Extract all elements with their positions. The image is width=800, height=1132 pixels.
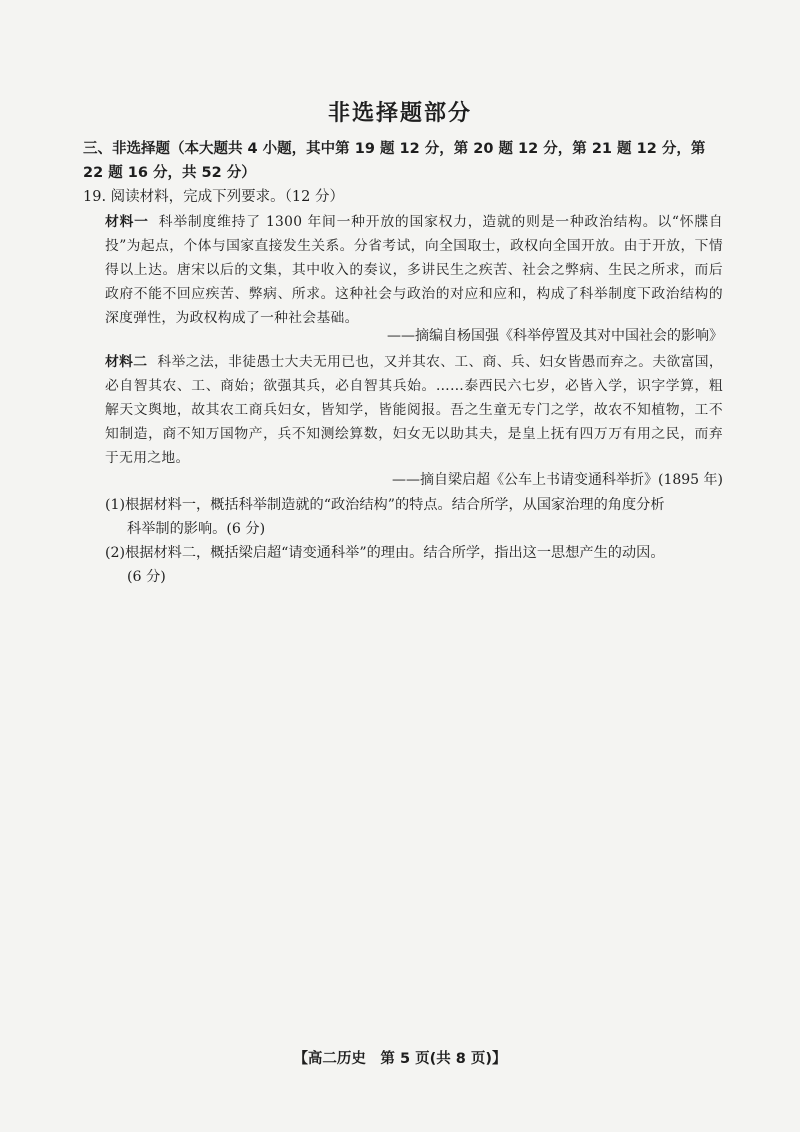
- sub-question-1-line1: (1)根据材料一，概括科举制造就的“政治结构”的特点。结合所学，从国家治理的角度分析: [105, 497, 665, 513]
- section-heading: 三、非选择题（本大题共 4 小题，其中第 19 题 12 分，第 20 题 12 分，第 21 题 12 分，第 22 题 16 分，共 52 分）: [83, 141, 706, 181]
- material-one-source: ——摘编自杨国强《科举停置及其对中国社会的影响》: [387, 328, 723, 344]
- material-two-source: ——摘自梁启超《公车上书请变通科举折》(1895 年): [391, 472, 723, 488]
- sub-question-2: [105, 541, 725, 589]
- material-two-text: 科举之法，非徒愚士大夫无用已也，又并其农、工、商、兵、妇女皆愚而弃之。夫欲富国，必自智其农、工、商始；欲强其兵，必自智其兵始。……泰西民六七岁，必皆入学，识字学算，粗解天文舆地，故其农工商兵妇女，皆知学，皆能阅报。吾之生童无专门之学，故农不知植物，工不知制造，商不知万国物产，兵不知测绘算数，妇女无以助其夫，是皇上抚有四万万有用之民，而弃于无用之地。: [105, 354, 723, 466]
- sub-question-1-line2: 科举制的影响。(6 分): [127, 521, 266, 537]
- page-footer: 【高二历史 第 5 页(共 8 页)】: [293, 1051, 507, 1067]
- question-stem: 19. 阅读材料，完成下列要求。（12 分）: [83, 189, 344, 205]
- sub-question-2-line2: (6 分): [127, 569, 166, 585]
- material-two: [105, 350, 723, 470]
- page-title: 非选择题部分: [327, 101, 472, 126]
- material-one: [105, 210, 723, 330]
- material-one-text: 科举制度维持了 1300 年间一种开放的国家权力，造就的则是一种政治结构。以“怀牒自投”为起点，个体与国家直接发生关系。分省考试，向全国取士，政权向全国开放。由于开放，下情得以上达。唐宋以后的文集，其中收入的奏议，多讲民生之疾苦、社会之弊病、生民之所求，而后政府不能不回应疾苦、弊病、所求。这种社会与政治的对应和应和，构成了科举制度下政治结构的深度弹性，为政权构成了一种社会基础。: [105, 214, 723, 326]
- material-one-label: 材料一: [105, 214, 149, 230]
- material-two-label: 材料二: [105, 354, 148, 370]
- sub-question-2-line1: (2)根据材料二，概括梁启超“请变通科举”的理由。结合所学，指出这一思想产生的动因。: [105, 545, 665, 561]
- sub-question-1: [105, 493, 725, 541]
